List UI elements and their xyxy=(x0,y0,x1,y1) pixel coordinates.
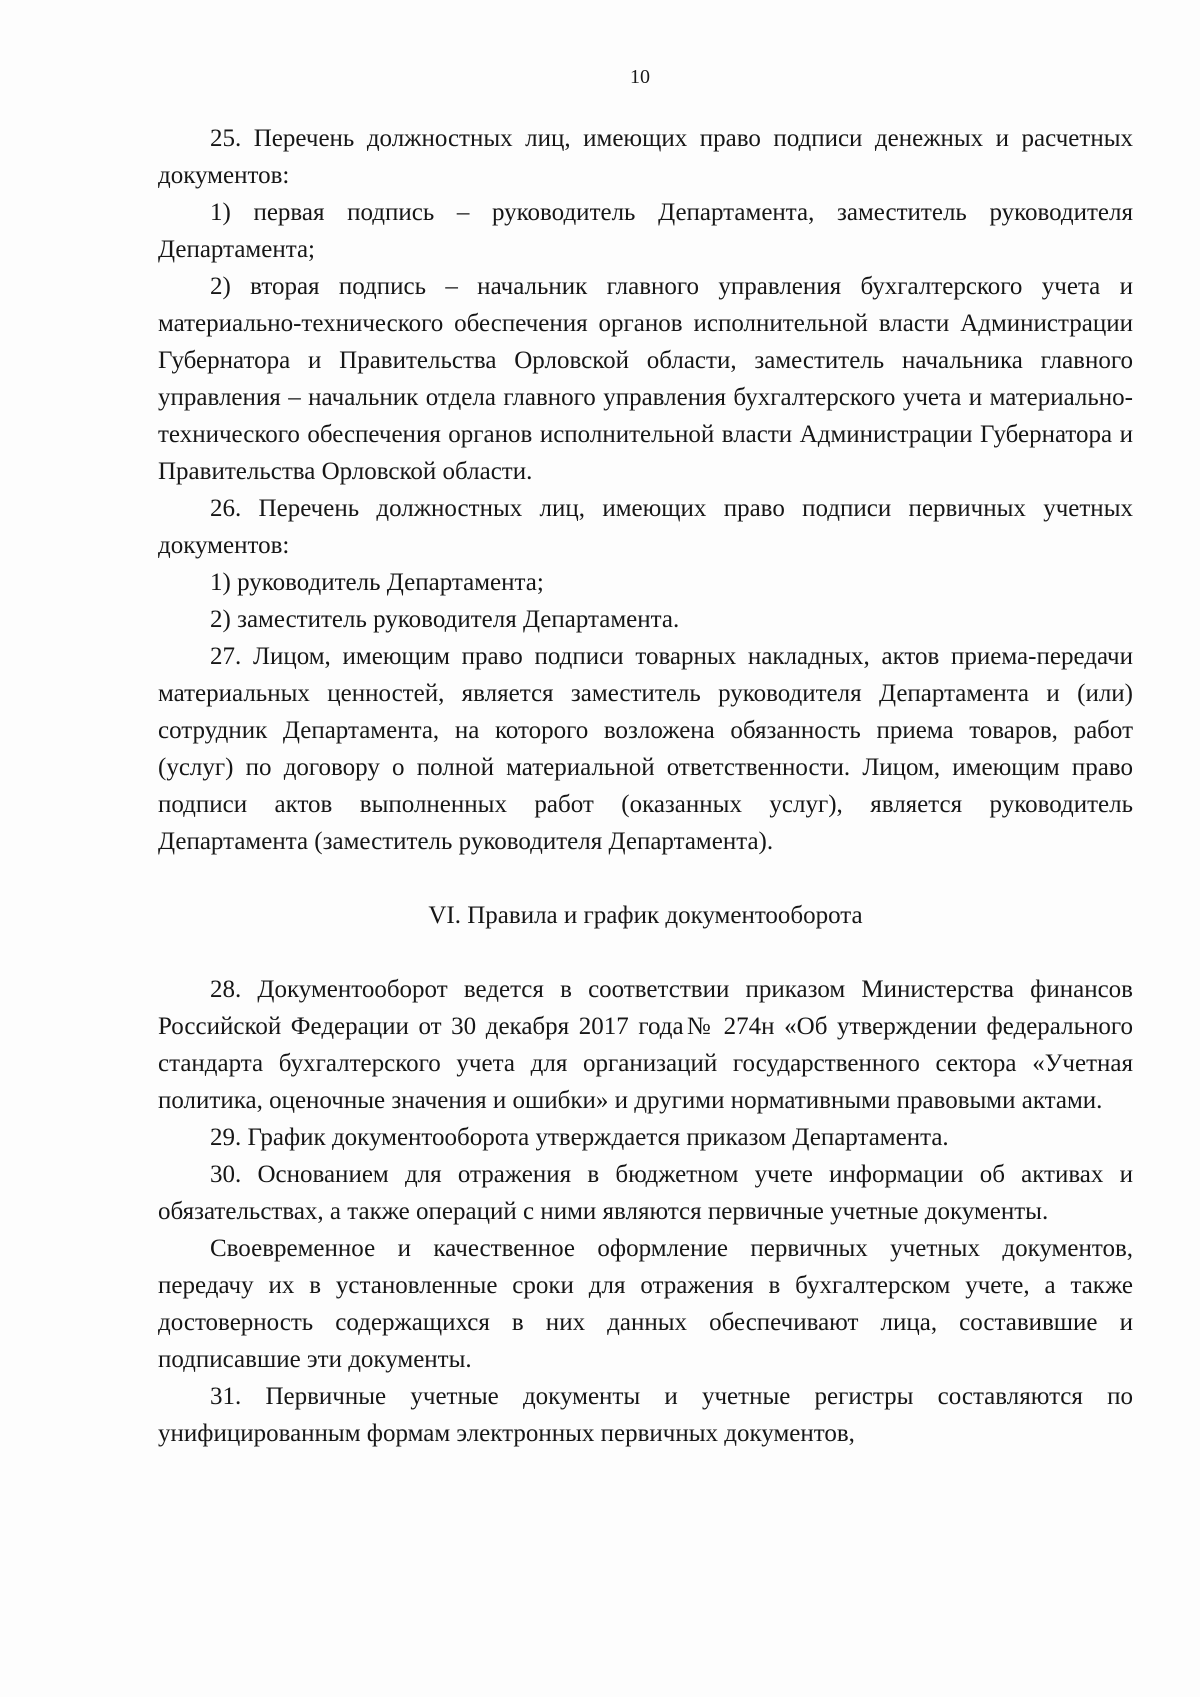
page-number: 10 xyxy=(630,66,650,88)
document-body xyxy=(158,120,1133,1452)
paragraph-26-item-1: 1) руководитель Департамента; xyxy=(210,569,544,596)
paragraph-26: 26. Перечень должностных лиц, имеющих право подписи первичных учетных документов: xyxy=(158,495,1133,559)
paragraph-31: 31. Первичные учетные документы и учетные регистры составляются по унифицированным формам электронных первичных документов, xyxy=(158,1383,1133,1447)
paragraph-26-item-2: 2) заместитель руководителя Департамента. xyxy=(210,606,680,633)
paragraph-27: 27. Лицом, имеющим право подписи товарных накладных, актов приема-передачи материальных ценностей, является заместитель руководителя Департамента и (или) сотрудник Департамента, на которого возложена обязанность приема товаров, работ (услуг) по договору о полной материальной ответственности. Лицом, имеющим право подписи актов выполненных работ (оказанных услуг), является руководитель Департамента (заместитель руководителя Департамента). xyxy=(158,643,1133,855)
paragraph-25-item-1: 1) первая подпись – руководитель Департамента, заместитель руководителя Департамента; xyxy=(158,199,1133,263)
paragraph-30-continuation: Своевременное и качественное оформление первичных учетных документов, передачу их в установленные сроки для отражения в бухгалтерском учете, а также достоверность содержащихся в них данных обеспечивают лица, составившие и подписавшие эти документы. xyxy=(158,1235,1133,1373)
section-heading: VI. Правила и график документооборота xyxy=(428,902,863,929)
paragraph-29: 29. График документооборота утверждается приказом Департамента. xyxy=(210,1124,949,1151)
paragraph-25: 25. Перечень должностных лиц, имеющих право подписи денежных и расчетных документов: xyxy=(158,125,1133,189)
paragraph-30: 30. Основанием для отражения в бюджетном учете информации об активах и обязательствах, а также операций с ними являются первичные учетные документы. xyxy=(158,1161,1133,1225)
paragraph-25-item-2: 2) вторая подпись – начальник главного управления бухгалтерского учета и материально-технического обеспечения органов исполнительной власти Администрации Губернатора и Правительства Орловской области, заместитель начальника главного управления – начальник отдела главного управления бухгалтерского учета и материально-технического обеспечения органов исполнительной власти Администрации Губернатора и Правительства Орловской области. xyxy=(158,273,1133,485)
paragraph-28: 28. Документооборот ведется в соответствии приказом Министерства финансов Российской Федерации от 30 декабря 2017 года№ 274н «Об утверждении федерального стандарта бухгалтерского учета для организаций государственного сектора «Учетная политика, оценочные значения и ошибки» и другими нормативными правовыми актами. xyxy=(158,976,1133,1114)
